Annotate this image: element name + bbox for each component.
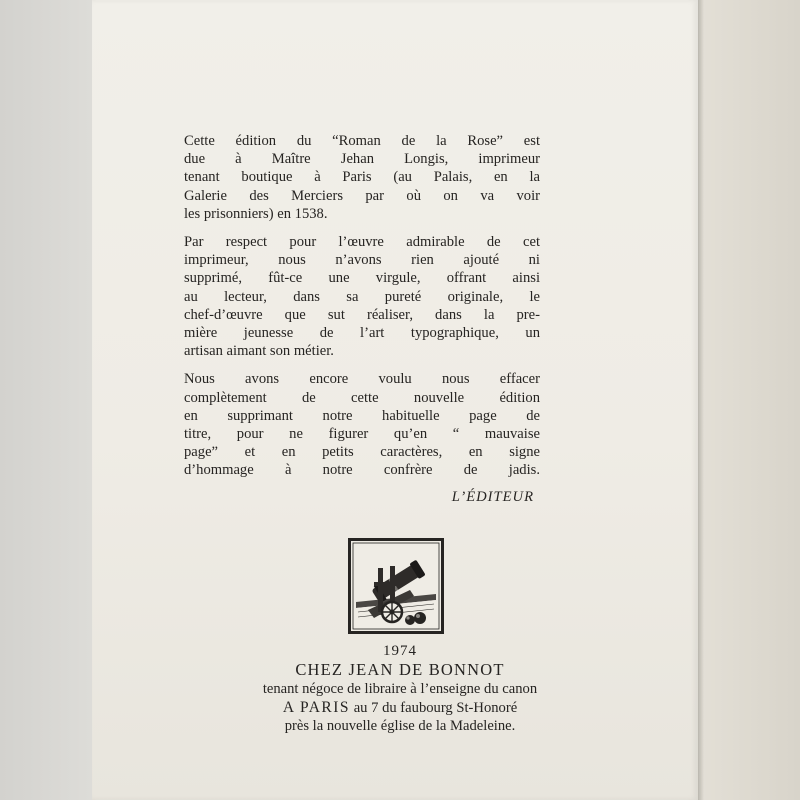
signature: L’ÉDITEUR <box>451 488 534 505</box>
text-line: Cette édition du “Roman de la Rose” est <box>184 133 540 149</box>
publisher-city: A PARIS <box>282 698 351 716</box>
background-left <box>0 0 92 800</box>
text-line: titre, pour ne figurer qu’en “ mauvaise <box>184 426 540 443</box>
text-line: due à Maître Jehan Longis, imprimeur <box>184 151 540 168</box>
publisher-address-line <box>200 699 600 718</box>
text-line: au lecteur, dans sa pureté originale, le <box>184 288 540 305</box>
text-line: artisan aimant son métier. <box>184 343 334 360</box>
paragraph-homage <box>184 370 540 479</box>
text-line: tenant boutique à Paris (au Palais, en la <box>184 169 540 186</box>
cannon-woodcut-icon <box>348 538 444 634</box>
publisher-landmark-line: près la nouvelle église de la Madeleine. <box>284 718 516 734</box>
page-edge-shadow <box>698 0 704 800</box>
text-line: Galerie des Merciers par où on va voir <box>184 187 540 204</box>
publication-year: 1974 <box>383 643 417 659</box>
publisher-sign-line: tenant négoce de libraire à l’enseigne du canon <box>262 681 538 697</box>
text-line: imprimeur, nous n’avons rien ajouté ni <box>184 252 540 269</box>
publisher-name: CHEZ JEAN DE BONNOT <box>295 660 505 679</box>
text-line: supprimé, fût-ce une virgule, offrant ainsi <box>184 270 540 287</box>
background-right <box>700 0 800 800</box>
text-line: les prisonniers) en 1538. <box>184 205 328 222</box>
text-line: Par respect pour l’œuvre admirable de cet <box>184 234 540 251</box>
publisher-street: au 7 du faubourg St-Honoré <box>350 699 518 716</box>
editor-note <box>184 132 540 506</box>
paragraph-edition-origin <box>184 132 540 223</box>
paragraph-respect <box>184 233 540 360</box>
text-line: complètement de cette nouvelle édition <box>184 389 540 406</box>
text-line: mière jeunesse de l’art typographique, un <box>184 325 540 342</box>
text-line: d’hommage à notre confrère de jadis. <box>184 462 540 479</box>
text-line: Nous avons encore voulu nous effacer <box>184 371 540 388</box>
colophon <box>200 642 600 736</box>
text-line: en supprimant notre habituelle page de <box>184 407 540 424</box>
text-line: page” et en petits caractères, en signe <box>184 444 540 461</box>
text-line: chef-d’œuvre que sut réaliser, dans la pre- <box>184 306 540 323</box>
